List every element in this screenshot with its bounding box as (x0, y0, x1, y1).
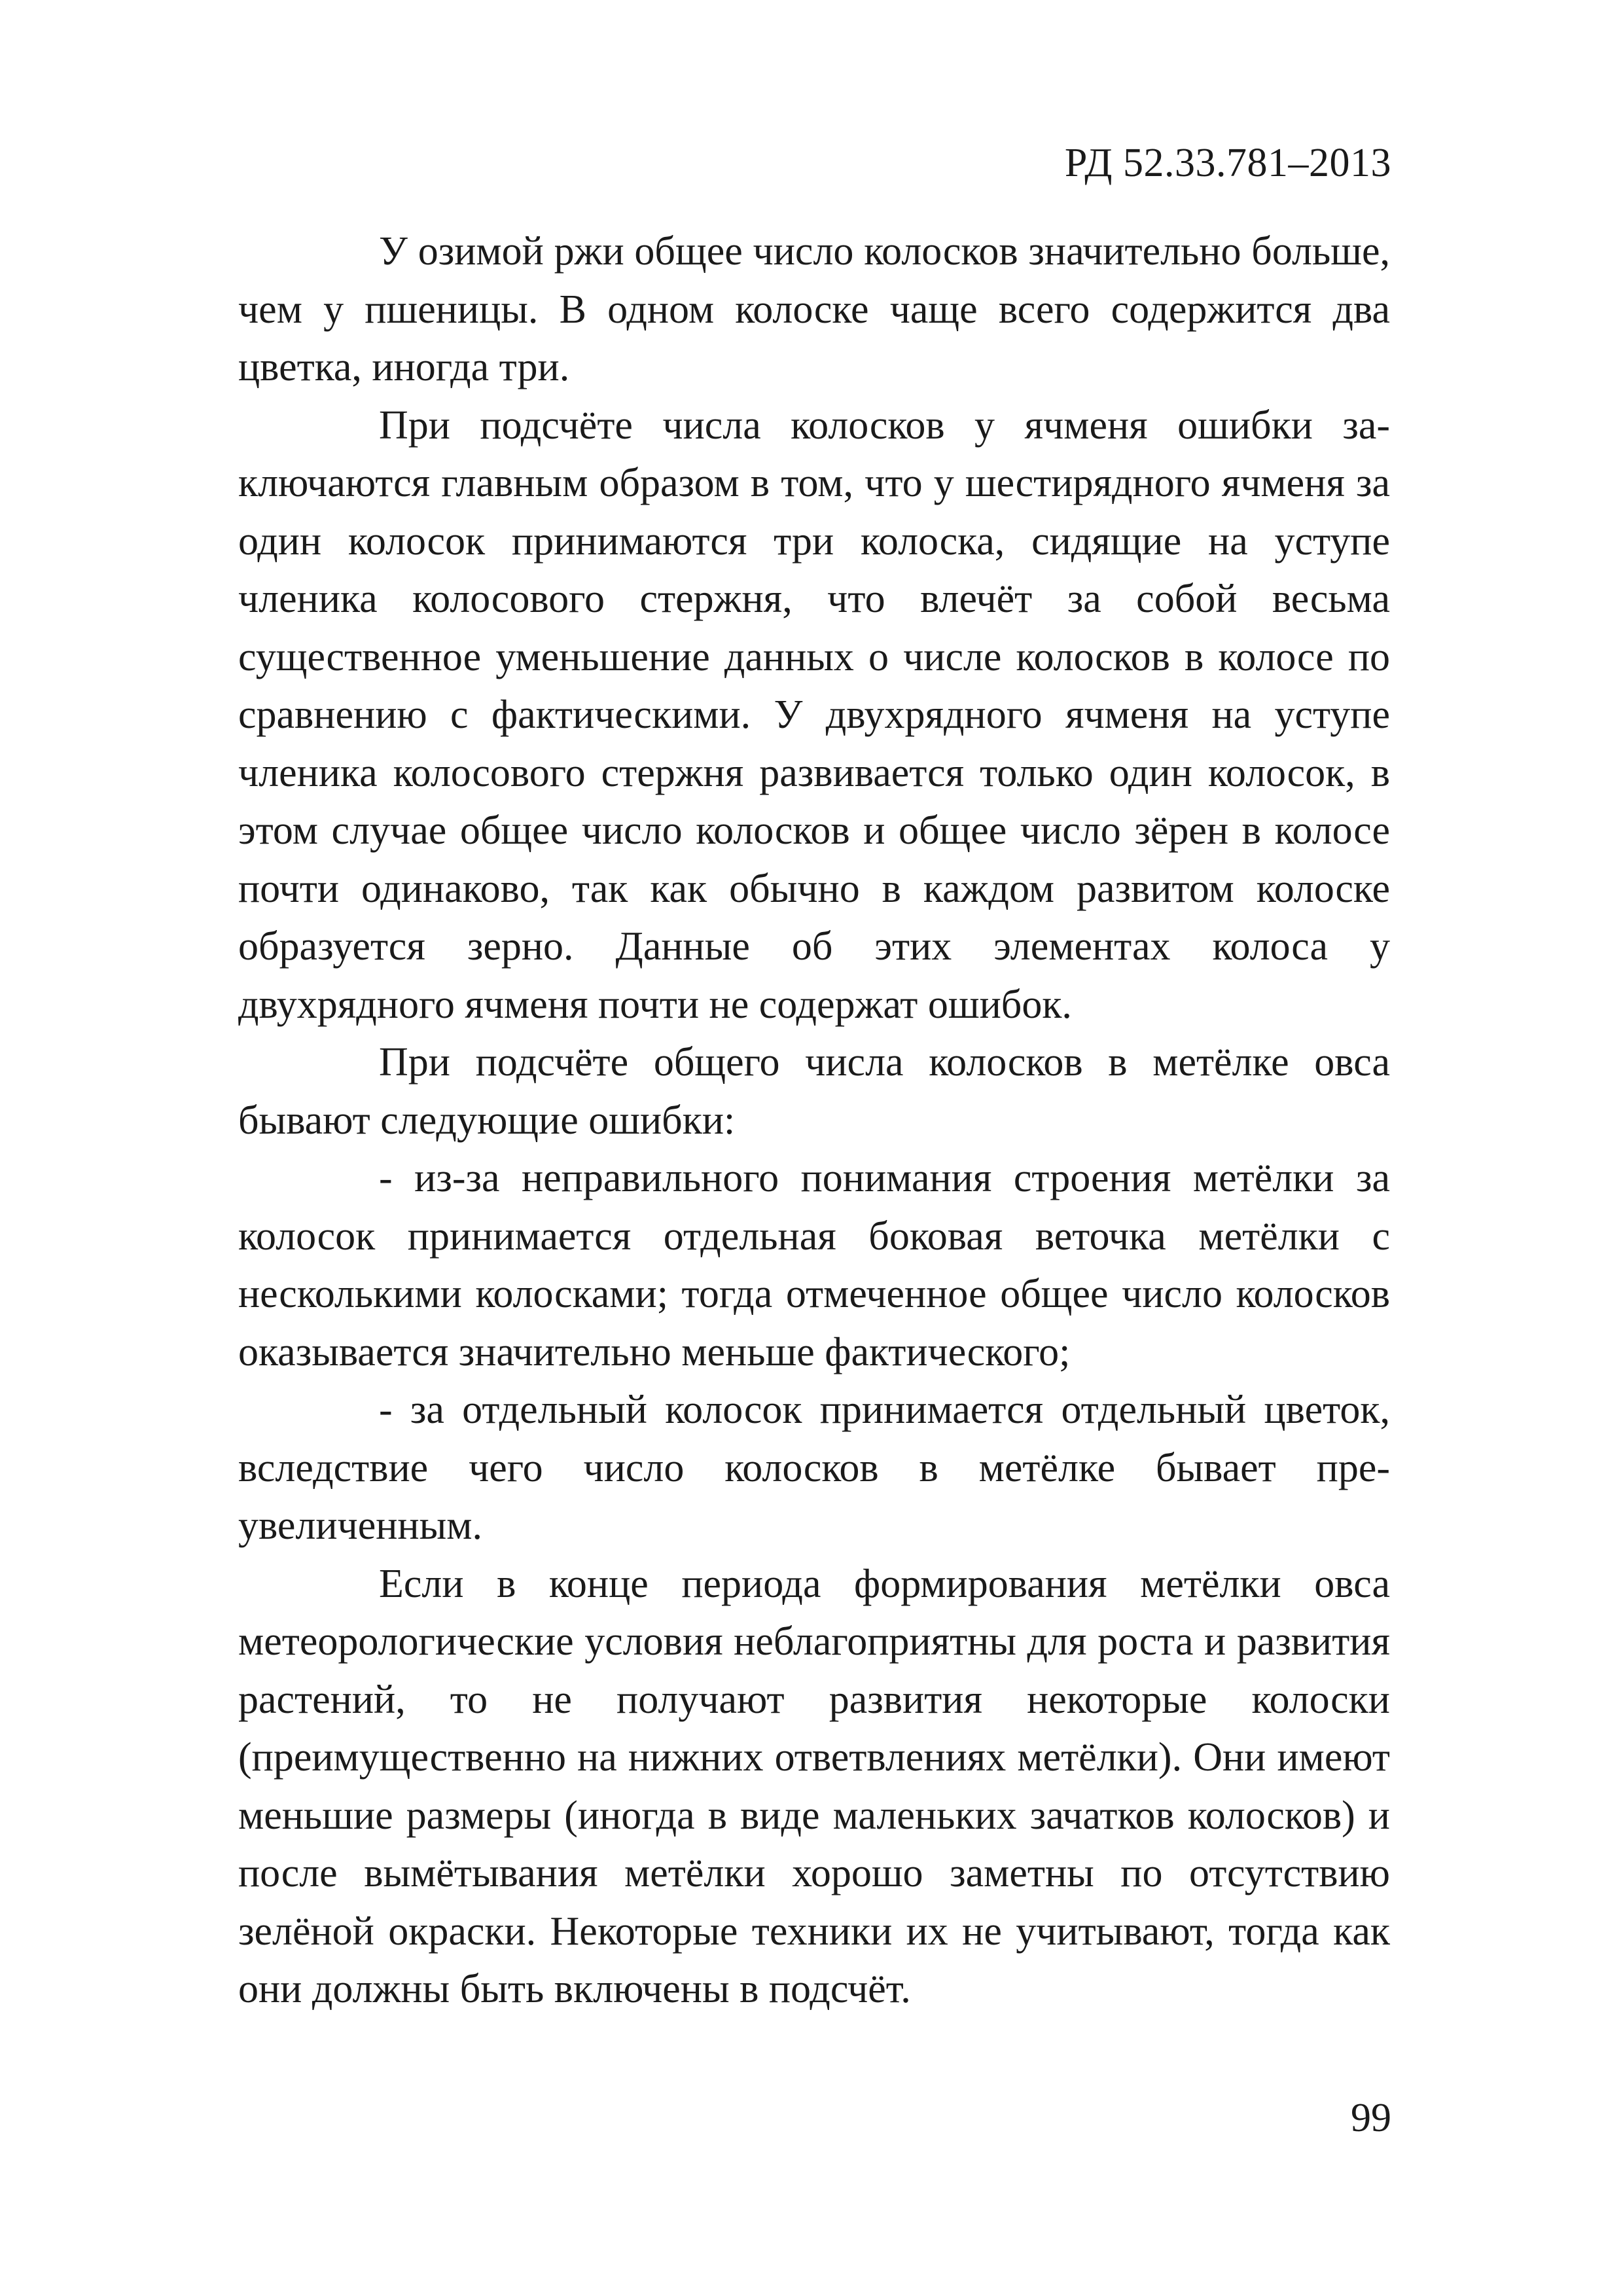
page-number: 99 (1351, 2096, 1391, 2140)
paragraph-undeveloped-spikelets: Если в конце периода формирования метёлки овса метеорологические условия неблагоприятны для роста и развития растений, то не получают развития некоторые колоски (преимущественно на нижних ответвлениях метёлки). Они имеют меньшие размеры (иногда в виде маленьких зачатков колосков) и после вымётывания метёлки хорошо заметны по отсутствию зелёной окраски. Некоторые техники их не учитывают, тогда как они должны быть включены в подсчёт. (238, 1561, 1390, 2011)
document-code-header: РД 52.33.781–2013 (1064, 141, 1391, 185)
paragraph-rye-spikelets: У озимой ржи общее число колосков значительно больше, чем у пшеницы. В одном колоске чаще всего содержится два цветка, иногда три. (238, 229, 1390, 389)
paragraph-barley-errors: При подсчёте числа колосков у ячменя ошибки заключаются главным образом в том, что у шестирядного ячменя за один колосок принимаются три колоска, сидящие на уступе членика колосового стержня, что влечёт за собой весьма существенное уменьшение данных о числе колосков в колосе по сравнению с фактическими. У двухрядного ячменя на уступе членика колосового стержня развивается только один колосок, в этом случае общее число колосков и общее число зёрен в колосе почти одинаково, так как обычно в каждом развитом колоске образуется зерно. Данные об этих элементах колоса у двухрядного ячменя почти не содержат ошибок. (238, 403, 1390, 1027)
body-text (238, 223, 1390, 2018)
list-item-flower-error: - за отдельный колосок принимается отдельный цветок, вследствие чего число колосков в метёлке бывает преувеличенным. (238, 1388, 1390, 1548)
list-item-branch-error: - из-за неправильного понимания строения метёлки за колосок принимается отдельная боковая веточка метёлки с несколькими колосками; тогда отмеченное общее число колосков оказывается значительно меньше фактического; (238, 1156, 1390, 1374)
paragraph-oat-errors-intro: При подсчёте общего числа колосков в метёлке овса бывают следующие ошибки: (238, 1040, 1390, 1143)
